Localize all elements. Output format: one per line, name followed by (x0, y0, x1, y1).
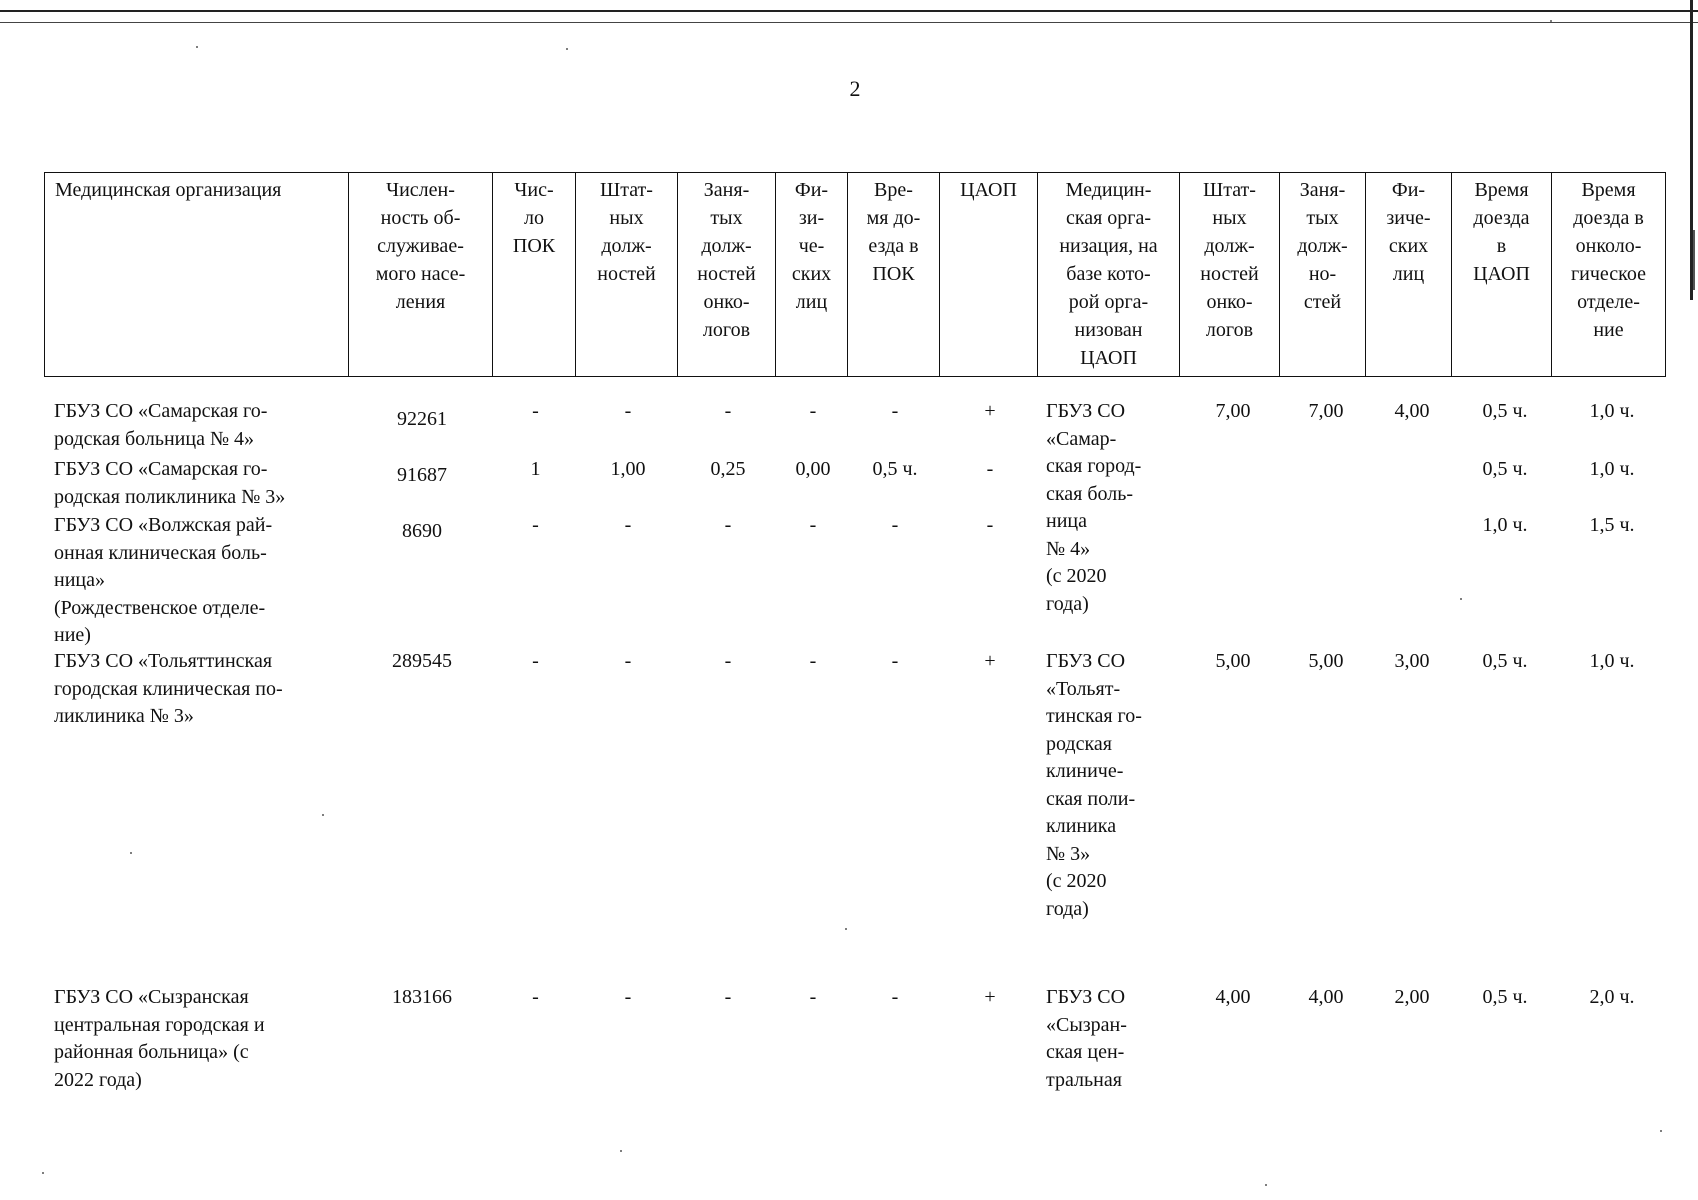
row-staff: 1,00 (610, 458, 646, 480)
scan-speck (322, 814, 324, 816)
travel-onco: 1,0 ч. (1589, 650, 1635, 672)
row-individuals: 0,00 (795, 458, 831, 480)
row-staff: - (624, 514, 632, 536)
row-staff: - (624, 986, 632, 1008)
row-population: 289545 (392, 650, 452, 672)
header-caop-org (1038, 173, 1180, 377)
travel-caop: 0,5 ч. (1482, 400, 1528, 422)
row-population: 92261 (397, 408, 447, 430)
row-org: ГБУЗ СО «Сызранская центральная городская и районная больница» (с 2022 года) (54, 986, 265, 1091)
header-caop-occupied (1280, 173, 1366, 377)
caop-org: ГБУЗ СО «Тольят- тинская го- родская клиниче- ская поли- клиника № 3» (с 2020 года) (1046, 650, 1142, 920)
row-pok: - (532, 400, 539, 422)
travel-caop: 1,0 ч. (1482, 514, 1528, 536)
header-individuals-text: Фи- зи- че- ских лиц (791, 179, 832, 313)
row-occupied: - (724, 650, 732, 672)
table-header (44, 172, 1666, 377)
row-individuals: - (809, 514, 817, 536)
header-org (45, 173, 349, 377)
scan-speck (845, 928, 847, 930)
scan-edge (1693, 230, 1695, 290)
header-travel-time-pok (848, 173, 940, 377)
travel-onco: 2,0 ч. (1589, 986, 1635, 1008)
header-occupied-positions-text: Заня- тых долж- ностей онко- логов (697, 179, 756, 341)
row-org: ГБУЗ СО «Волжская рай- онная клиническая боль- ница» (Рождественское отделе- ние) (54, 514, 273, 646)
row-occupied: - (724, 986, 732, 1008)
scan-speck (566, 48, 568, 50)
header-travel-time-onco (1552, 173, 1666, 377)
row-caop: + (984, 400, 996, 422)
header-caop-individuals-text: Фи- зиче- ских лиц (1386, 179, 1431, 285)
row-population: 183166 (392, 986, 452, 1008)
row-staff: - (624, 650, 632, 672)
row-pok: 1 (530, 458, 541, 480)
row-occupied: - (724, 514, 732, 536)
row-pok: - (532, 986, 539, 1008)
header-caop-individuals (1366, 173, 1452, 377)
row-caop: + (984, 650, 996, 672)
caop-staff: 5,00 (1215, 650, 1251, 672)
scan-speck (1265, 1184, 1267, 1186)
header-caop-staff-text: Штат- ных долж- ностей онко- логов (1200, 179, 1259, 341)
scan-speck (130, 852, 132, 854)
caop-individuals: 4,00 (1394, 400, 1430, 422)
row-time-pok: - (891, 650, 899, 672)
row-population: 8690 (402, 520, 442, 542)
header-travel-time-caop (1452, 173, 1552, 377)
scan-speck (42, 1172, 44, 1174)
row-individuals: - (809, 400, 817, 422)
caop-occupied: 7,00 (1308, 400, 1344, 422)
row-caop: + (984, 986, 996, 1008)
row-caop: - (986, 458, 994, 480)
caop-individuals: 2,00 (1394, 986, 1430, 1008)
row-occupied: 0,25 (710, 458, 746, 480)
scan-speck (620, 1150, 622, 1152)
page-number: 2 (849, 76, 861, 101)
row-org: ГБУЗ СО «Тольяттинская городская клиническая по- ликлиника № 3» (54, 650, 283, 727)
header-occupied-positions (678, 173, 776, 377)
travel-caop: 0,5 ч. (1482, 650, 1528, 672)
header-caop-staff (1180, 173, 1280, 377)
row-pok: - (532, 650, 539, 672)
travel-onco: 1,5 ч. (1589, 514, 1635, 536)
scan-border-line (0, 10, 1698, 12)
header-org-text: Медицинская организация (55, 179, 282, 201)
header-pok-count (493, 173, 576, 377)
caop-occupied: 5,00 (1308, 650, 1344, 672)
row-time-pok: 0,5 ч. (872, 458, 918, 480)
row-individuals: - (809, 650, 817, 672)
scan-speck (1660, 1130, 1662, 1132)
header-caop-occupied-text: Заня- тых долж- но- стей (1297, 179, 1348, 313)
row-org: ГБУЗ СО «Самарская го- родская больница № 4» (54, 400, 268, 450)
row-caop: - (986, 514, 994, 536)
scan-speck (1550, 20, 1552, 22)
travel-onco: 1,0 ч. (1589, 458, 1635, 480)
header-pok-count-text: Чис- ло ПОК (512, 179, 556, 257)
row-occupied: - (724, 400, 732, 422)
travel-caop: 0,5 ч. (1482, 458, 1528, 480)
header-population-text: Числен- ность об- служивае- мого насе- ления (375, 179, 466, 313)
header-caop-text: ЦАОП (960, 179, 1017, 201)
caop-staff: 7,00 (1215, 400, 1251, 422)
header-staff-positions-text: Штат- ных долж- ностей (597, 179, 656, 285)
header-travel-time-caop-text: Время доезда в ЦАОП (1473, 179, 1530, 285)
caop-org: ГБУЗ СО «Самар- ская город- ская боль- ница № 4» (с 2020 года) (1046, 400, 1142, 615)
caop-org: ГБУЗ СО «Сызран- ская цен- тральная (1046, 986, 1127, 1091)
caop-staff: 4,00 (1215, 986, 1251, 1008)
scan-speck (1460, 598, 1462, 600)
scan-speck (196, 46, 198, 48)
row-pok: - (532, 514, 539, 536)
caop-occupied: 4,00 (1308, 986, 1344, 1008)
header-travel-time-onco-text: Время доезда в онколо- гическое отделе- ние (1570, 179, 1647, 341)
row-staff: - (624, 400, 632, 422)
travel-caop: 0,5 ч. (1482, 986, 1528, 1008)
row-org: ГБУЗ СО «Самарская го- родская поликлиника № 3» (54, 458, 286, 508)
header-individuals (776, 173, 848, 377)
row-time-pok: - (891, 986, 899, 1008)
travel-onco: 1,0 ч. (1589, 400, 1635, 422)
scan-border-line (0, 22, 1698, 23)
row-population: 91687 (397, 464, 447, 486)
header-travel-time-pok-text: Вре- мя до- езда в ПОК (866, 179, 921, 285)
row-time-pok: - (891, 400, 899, 422)
header-staff-positions (576, 173, 678, 377)
row-individuals: - (809, 986, 817, 1008)
caop-individuals: 3,00 (1394, 650, 1430, 672)
header-population (349, 173, 493, 377)
header-caop (940, 173, 1038, 377)
header-caop-org-text: Медицин- ская орга- низация, на базе кото- рой орга- низован ЦАОП (1059, 179, 1158, 369)
row-time-pok: - (891, 514, 899, 536)
